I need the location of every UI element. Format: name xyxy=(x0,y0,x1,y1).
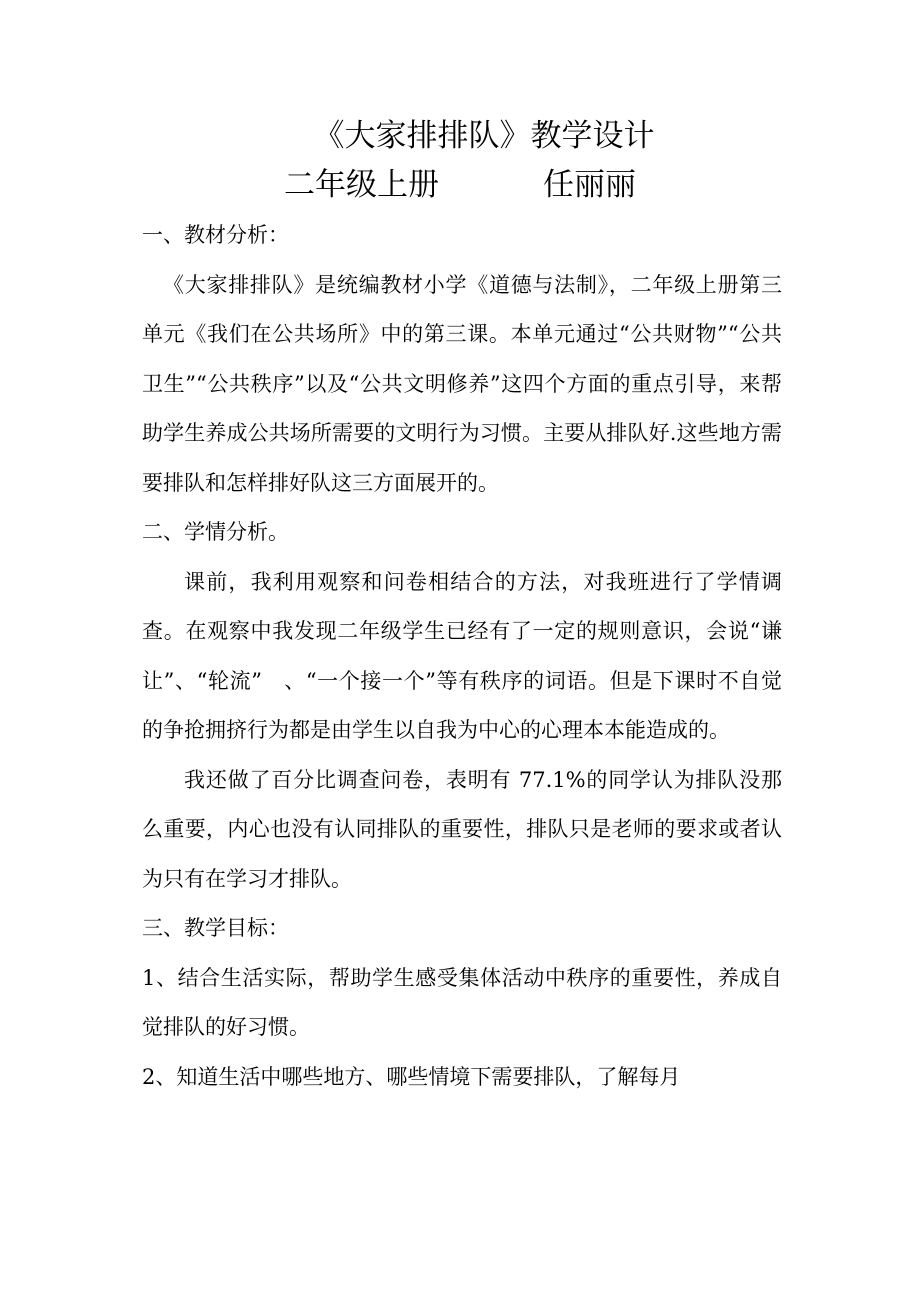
section-heading-objectives: 三、教学目标： xyxy=(142,916,289,940)
paragraph-materials: 《大家排排队》是统编教材小学《道德与法制》，二年级上册第三单元《我们在公共场所》中的第三课。本单元通过“公共财物”“公共卫生”“公共秩序”以及“公共文明修养”这四个方面的重点引导，来帮助学生养成公共场所需要的文明行为习惯。主要从排队好.这些地方需要排队和怎样排好队这三方面展开的。 xyxy=(142,272,782,495)
grade-label: 二年级上册 xyxy=(284,167,439,203)
author-name: 任丽丽 xyxy=(543,167,636,203)
section-heading-students: 二、学情分析。 xyxy=(142,520,289,544)
objective-item-2: 2、知道生活中哪些地方、哪些情境下需要排队，了解每月 xyxy=(142,1064,681,1089)
section-heading-materials: 一、教材分析： xyxy=(142,223,289,247)
document-body xyxy=(142,211,782,1102)
paragraph-students-1: 课前，我利用观察和问卷相结合的方法，对我班进行了学情调查。在观察中我发现二年级学生已经有了一定的规则意识，会说“谦让”、“轮流” 、“一个接一个”等有秩序的词语。但是下课时不自觉的争抢拥挤行为都是由学生以自我为中心的心理本本能造成的。 xyxy=(142,569,782,742)
document-title: 《大家排排队》教学设计 xyxy=(313,118,655,154)
paragraph-students-2: 我还做了百分比调查问卷，表明有 77.1%的同学认为排队没那么重要，内心也没有认同排队的重要性，排队只是老师的要求或者认为只有在学习才排队。 xyxy=(142,767,782,891)
objective-item-1: 1、结合生活实际，帮助学生感受集体活动中秩序的重要性，养成自觉排队的好习惯。 xyxy=(142,965,782,1039)
document-subtitle xyxy=(0,165,920,205)
